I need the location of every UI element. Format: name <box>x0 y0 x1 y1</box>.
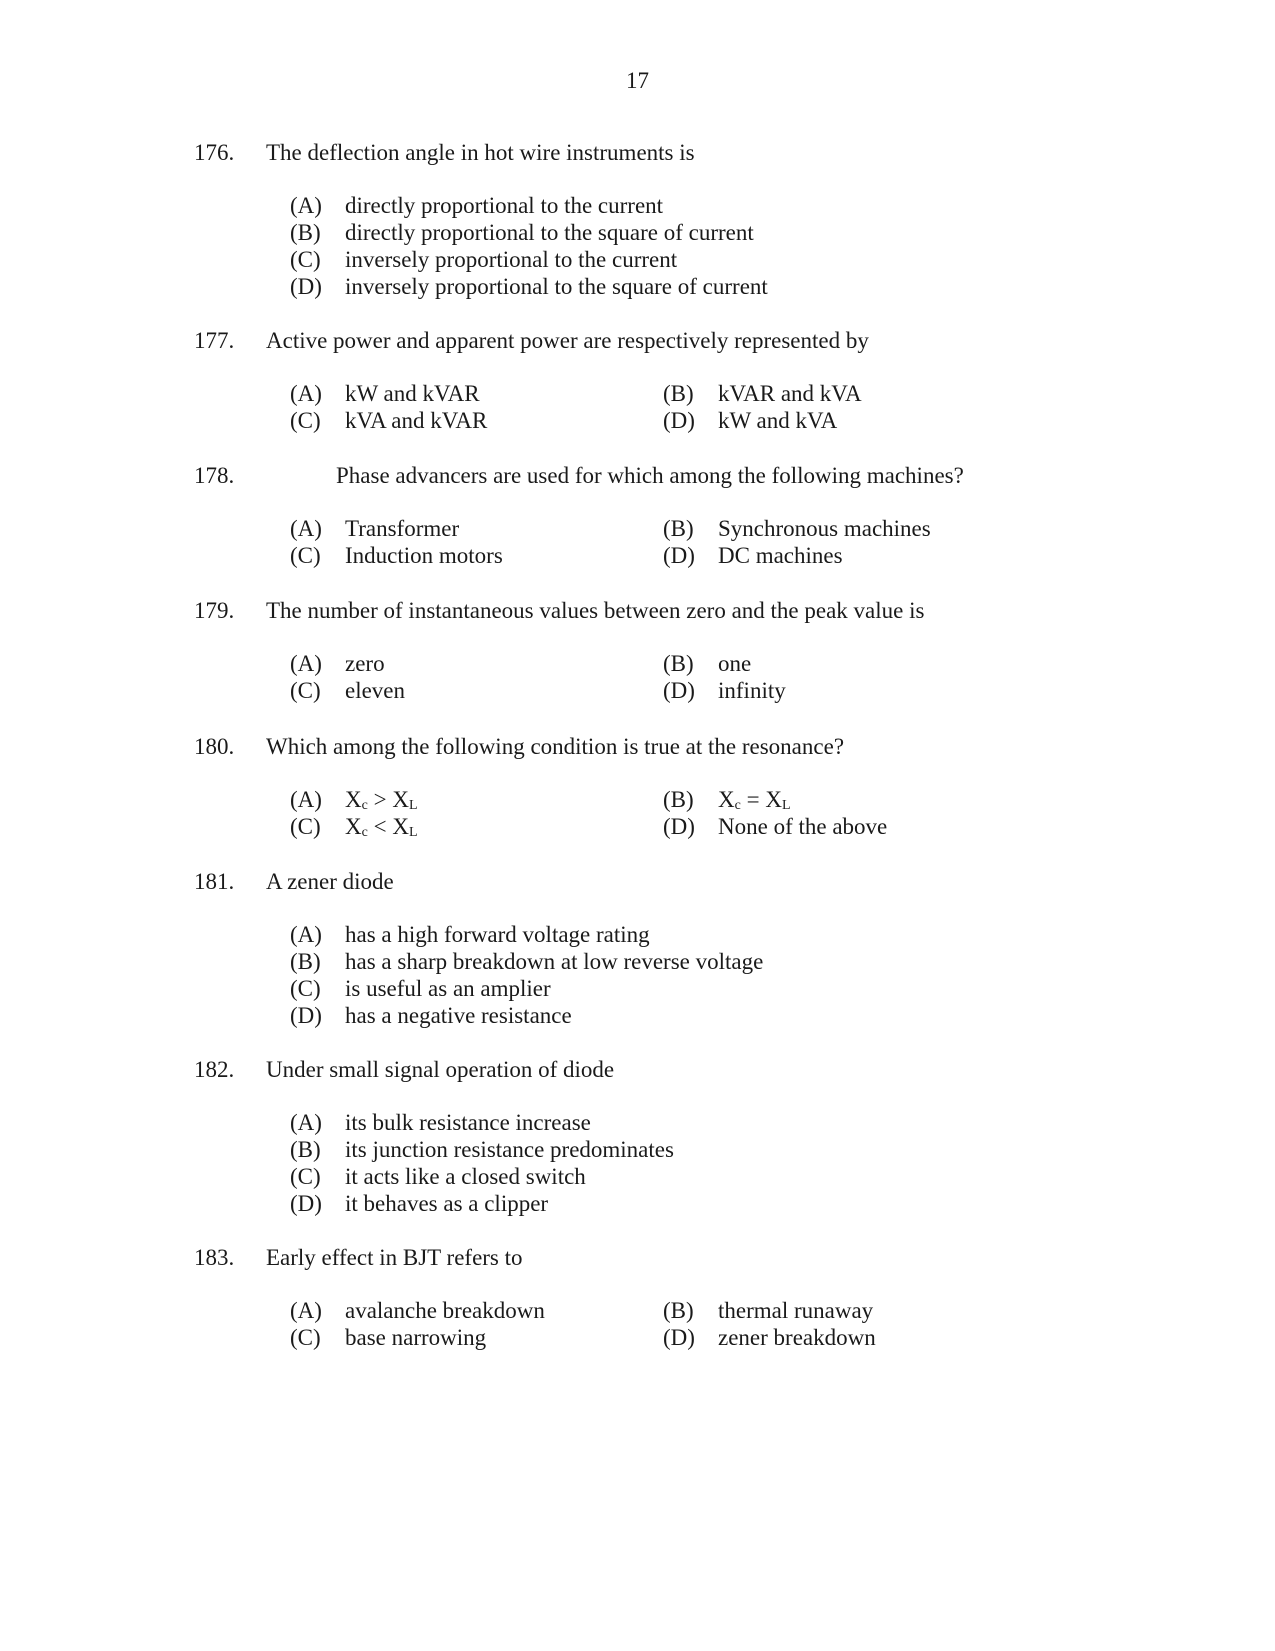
question-header <box>0 461 1275 491</box>
formula-subscript: L <box>408 825 418 840</box>
formula-subscript: c <box>734 798 741 813</box>
question-header <box>0 326 1275 356</box>
option-text: is useful as an amplier <box>345 976 551 1001</box>
option-text: kVA and kVAR <box>345 408 488 433</box>
question-text: The deflection angle in hot wire instruments is <box>266 140 695 165</box>
option-text: inversely proportional to the current <box>345 247 678 272</box>
question-number: 177. <box>194 328 235 353</box>
formula-base: X <box>345 814 362 839</box>
option-text: it acts like a closed switch <box>345 1164 586 1189</box>
question-text: Under small signal operation of diode <box>266 1057 615 1082</box>
option-text: eleven <box>345 678 406 703</box>
option-text: its bulk resistance increase <box>345 1110 591 1135</box>
question-text: The number of instantaneous values between zero and the peak value is <box>266 598 925 623</box>
option-label: (D) <box>663 543 695 568</box>
option-text: directly proportional to the square of current <box>345 220 754 245</box>
option-label: (D) <box>663 408 695 433</box>
formula-operator: > <box>367 787 393 812</box>
option-text: zero <box>345 651 385 676</box>
option-label: (A) <box>290 1298 322 1323</box>
question-177 <box>0 326 1275 433</box>
option-label: (A) <box>290 516 322 541</box>
formula-subscript: L <box>408 798 418 813</box>
option-formula <box>345 813 418 840</box>
formula-operator: = <box>740 787 766 812</box>
question-text: A zener diode <box>266 869 394 894</box>
option-label: (B) <box>663 516 694 541</box>
option-label: (A) <box>290 1110 322 1135</box>
option-text: has a negative resistance <box>345 1003 572 1028</box>
option-text: has a sharp breakdown at low reverse voltage <box>345 949 764 974</box>
question-header <box>0 732 1275 762</box>
question-178 <box>0 461 1275 568</box>
question-number: 182. <box>194 1057 235 1082</box>
question-header <box>0 138 1275 168</box>
option-label: (B) <box>663 381 694 406</box>
option-label: (A) <box>290 651 322 676</box>
option-label: (D) <box>663 678 695 703</box>
formula-base: X <box>765 787 782 812</box>
question-header <box>0 1055 1275 1085</box>
option-text: None of the above <box>718 814 888 839</box>
option-label: (D) <box>290 274 322 299</box>
question-number: 176. <box>194 140 235 165</box>
option-text: kVAR and kVA <box>718 381 862 406</box>
option-text: DC machines <box>718 543 843 568</box>
option-label: (D) <box>290 1191 322 1216</box>
option-text: base narrowing <box>345 1325 487 1350</box>
option-label: (C) <box>290 1164 321 1189</box>
formula-subscript: L <box>781 798 791 813</box>
page-number: 17 <box>626 68 649 93</box>
formula-base: X <box>345 787 362 812</box>
option-label: (B) <box>663 1298 694 1323</box>
question-header <box>0 1243 1275 1273</box>
option-label: (D) <box>290 1003 322 1028</box>
option-text: kW and kVAR <box>345 381 480 406</box>
question-176 <box>0 138 1275 299</box>
option-text: infinity <box>718 678 786 703</box>
question-text: Early effect in BJT refers to <box>266 1245 523 1270</box>
option-label: (D) <box>663 814 695 839</box>
question-text: Which among the following condition is true at the resonance? <box>266 734 845 759</box>
option-label: (D) <box>663 1325 695 1350</box>
formula-base: X <box>718 787 735 812</box>
formula-base: X <box>392 814 409 839</box>
option-text: thermal runaway <box>718 1298 874 1323</box>
formula-operator: < <box>367 814 393 839</box>
option-text: Transformer <box>345 516 460 541</box>
option-text: Synchronous machines <box>718 516 931 541</box>
option-label: (A) <box>290 193 322 218</box>
option-label: (B) <box>290 949 321 974</box>
option-label: (B) <box>290 1137 321 1162</box>
option-text: has a high forward voltage rating <box>345 922 650 947</box>
question-181 <box>0 867 1275 1028</box>
option-label: (A) <box>290 381 322 406</box>
option-label: (C) <box>290 543 321 568</box>
question-number: 178. <box>194 463 235 488</box>
option-text: Induction motors <box>345 543 503 568</box>
option-label: (A) <box>290 922 322 947</box>
formula-base: X <box>392 787 409 812</box>
option-label: (A) <box>290 787 322 812</box>
question-183 <box>0 1243 1275 1350</box>
option-label: (B) <box>663 651 694 676</box>
question-text: Phase advancers are used for which among the following machines? <box>336 463 964 488</box>
question-180 <box>0 732 1275 840</box>
option-text: zener breakdown <box>718 1325 876 1350</box>
option-text: it behaves as a clipper <box>345 1191 549 1216</box>
question-number: 180. <box>194 734 235 759</box>
option-text: avalanche breakdown <box>345 1298 545 1323</box>
option-label: (C) <box>290 976 321 1001</box>
question-number: 181. <box>194 869 235 894</box>
formula-subscript: c <box>361 825 368 840</box>
option-label: (C) <box>290 814 321 839</box>
question-header <box>0 596 1275 626</box>
option-label: (B) <box>290 220 321 245</box>
question-text: Active power and apparent power are respectively represented by <box>266 328 869 353</box>
option-formula <box>718 786 791 813</box>
option-text: its junction resistance predominates <box>345 1137 674 1162</box>
option-label: (C) <box>290 247 321 272</box>
option-text: one <box>718 651 752 676</box>
question-182 <box>0 1055 1275 1216</box>
option-label: (C) <box>290 408 321 433</box>
option-label: (B) <box>663 787 694 812</box>
option-label: (C) <box>290 1325 321 1350</box>
option-text: kW and kVA <box>718 408 838 433</box>
option-text: directly proportional to the current <box>345 193 664 218</box>
formula-subscript: c <box>361 798 368 813</box>
option-label: (C) <box>290 678 321 703</box>
option-text: inversely proportional to the square of current <box>345 274 768 299</box>
question-number: 183. <box>194 1245 235 1270</box>
question-179 <box>0 596 1275 703</box>
option-formula <box>345 786 418 813</box>
question-header <box>0 867 1275 897</box>
question-number: 179. <box>194 598 235 623</box>
